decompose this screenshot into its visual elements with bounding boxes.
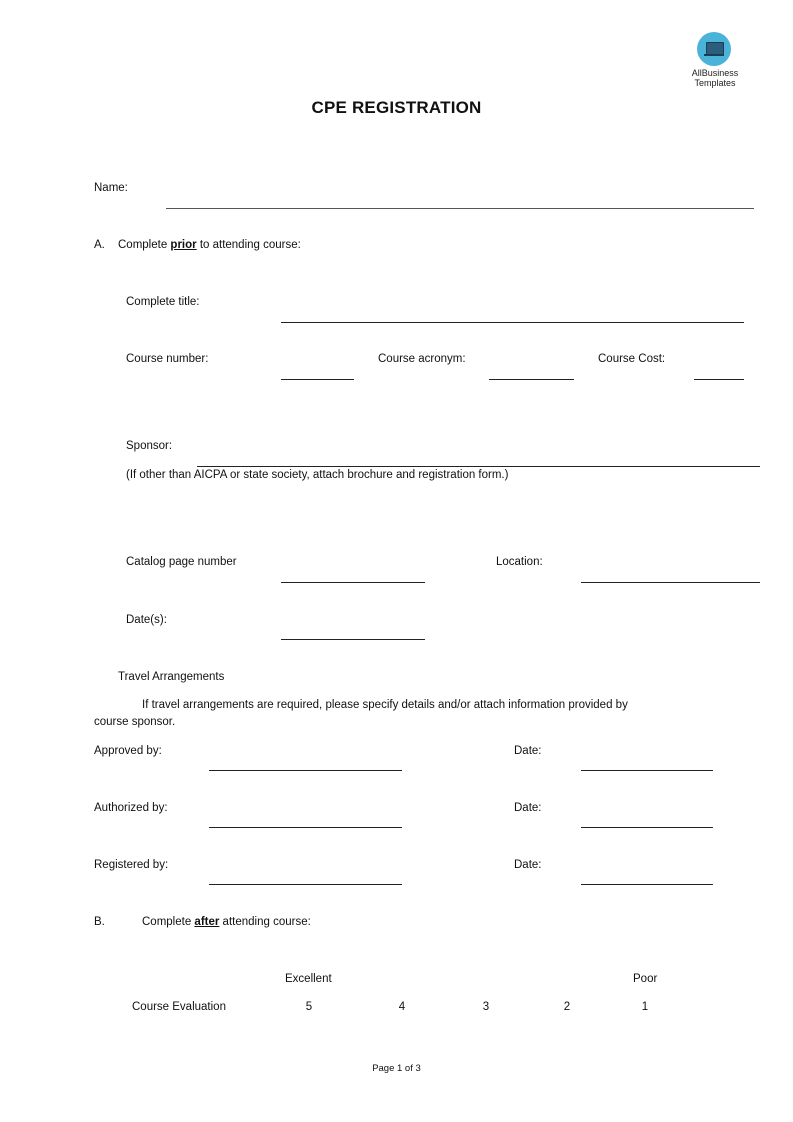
authorized-date-field[interactable]: [581, 827, 713, 828]
evaluation-excellent-label: Excellent: [285, 973, 332, 985]
section-b-emphasis: after: [194, 916, 220, 928]
course-cost-field[interactable]: [694, 379, 744, 380]
course-acronym-field[interactable]: [489, 379, 574, 380]
logo-text: AllBusiness Templates: [691, 68, 739, 88]
complete-title-label: Complete title:: [126, 296, 200, 308]
travel-text-line2: course sponsor.: [94, 716, 176, 728]
approved-date-field[interactable]: [581, 770, 713, 771]
laptop-icon: [697, 32, 731, 66]
course-evaluation-label: Course Evaluation: [132, 1001, 226, 1013]
evaluation-option-2[interactable]: 2: [563, 1001, 571, 1013]
evaluation-option-5[interactable]: 5: [305, 1001, 313, 1013]
approved-date-label: Date:: [514, 745, 542, 757]
approved-by-label: Approved by:: [94, 745, 162, 757]
travel-heading: Travel Arrangements: [118, 671, 225, 683]
evaluation-option-1[interactable]: 1: [641, 1001, 649, 1013]
complete-title-field[interactable]: [281, 322, 744, 323]
evaluation-poor-label: Poor: [633, 973, 658, 985]
sponsor-note: (If other than AICPA or state society, attach brochure and registration form.): [126, 469, 509, 481]
registered-by-label: Registered by:: [94, 859, 169, 871]
section-a-letter: A.: [94, 239, 105, 251]
page-title: CPE REGISTRATION: [311, 98, 482, 117]
authorized-by-field[interactable]: [209, 827, 402, 828]
evaluation-option-3[interactable]: 3: [482, 1001, 490, 1013]
evaluation-option-4[interactable]: 4: [398, 1001, 406, 1013]
dates-label: Date(s):: [126, 614, 167, 626]
sponsor-label: Sponsor:: [126, 440, 173, 452]
approved-by-field[interactable]: [209, 770, 402, 771]
registered-date-label: Date:: [514, 859, 542, 871]
section-a-heading: Complete prior to attending course:: [118, 239, 301, 251]
catalog-page-label: Catalog page number: [126, 556, 237, 568]
registered-date-field[interactable]: [581, 884, 713, 885]
authorized-date-label: Date:: [514, 802, 542, 814]
location-field[interactable]: [581, 582, 760, 583]
name-label: Name:: [94, 182, 128, 194]
travel-text-line1: If travel arrangements are required, please specify details and/or attach information provided by: [142, 699, 628, 711]
sponsor-field[interactable]: [197, 466, 760, 467]
dates-field[interactable]: [281, 639, 425, 640]
section-a-emphasis: prior: [170, 239, 197, 251]
section-b-heading: Complete after attending course:: [142, 916, 311, 928]
allbusiness-logo: [686, 32, 744, 90]
course-number-field[interactable]: [281, 379, 354, 380]
section-b-letter: B.: [94, 916, 105, 928]
name-field[interactable]: [166, 208, 754, 209]
course-number-label: Course number:: [126, 353, 209, 365]
catalog-page-field[interactable]: [281, 582, 425, 583]
authorized-by-label: Authorized by:: [94, 802, 168, 814]
page-number: Page 1 of 3: [372, 1063, 421, 1074]
location-label: Location:: [496, 556, 543, 568]
registered-by-field[interactable]: [209, 884, 402, 885]
course-acronym-label: Course acronym:: [378, 353, 466, 365]
course-cost-label: Course Cost:: [598, 353, 666, 365]
